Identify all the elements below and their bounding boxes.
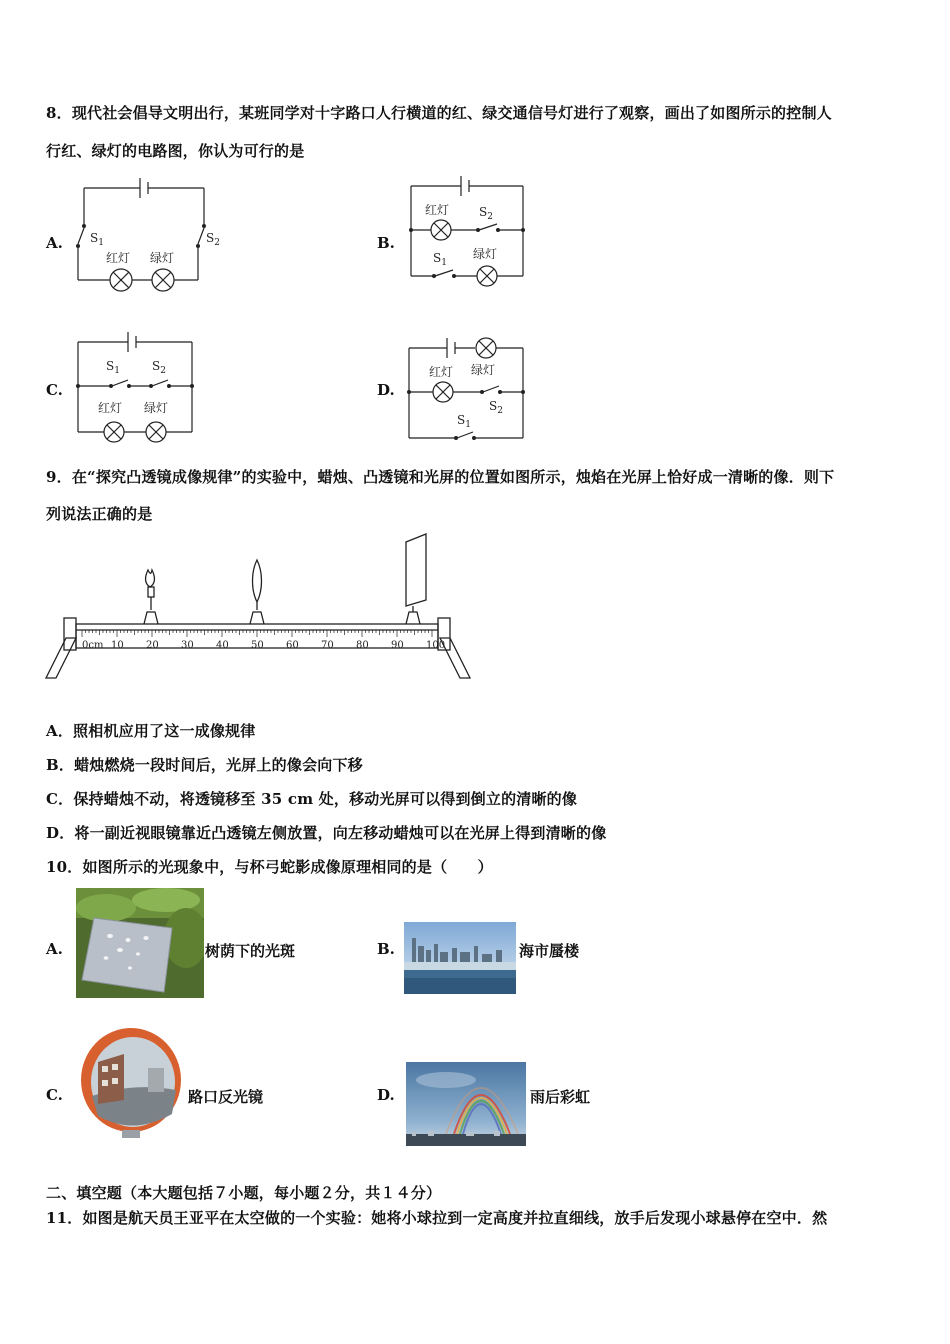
- q10-caption-a: 树荫下的光斑: [205, 942, 296, 960]
- q8-circuit-c: [70, 326, 200, 444]
- q9-optical-bench: [44, 530, 474, 682]
- q8d-green-lamp-label: 绿灯: [471, 363, 496, 377]
- scale-label: 90: [391, 640, 404, 651]
- scale-label: 50: [251, 640, 264, 651]
- q8c-s2-label: $S_2$: [152, 359, 166, 376]
- q8a-s1-label: $S_1$: [90, 231, 104, 248]
- q8-stem-line1: 8．现代社会倡导文明出行，某班同学对十字路口人行横道的红、绿交通信号灯进行了观察，画出了如图所示的控制人: [46, 104, 832, 122]
- q8c-green-lamp-label: 绿灯: [144, 401, 169, 415]
- q8d-s1-label: $S_1$: [457, 413, 471, 430]
- q8-circuit-b: [403, 172, 533, 287]
- q10-photo-convex-mirror: [78, 1024, 184, 1140]
- q9-choice-c: C．保持蜡烛不动，将透镜移至 35 cm 处，移动光屏可以得到倒立的清晰的像: [46, 790, 578, 808]
- q11-stem: 11．如图是航天员王亚平在太空做的一个实验：她将小球拉到一定高度并拉直细线，放手后发现小球悬停在空中．然: [46, 1209, 828, 1227]
- q8b-red-lamp-label: 红灯: [425, 203, 450, 217]
- q10-caption-c: 路口反光镜: [188, 1088, 264, 1106]
- section2-heading: 二、填空题（本大题包括７小题，每小题２分，共１４分）: [46, 1184, 442, 1202]
- q9-choice-d: D．将一副近视眼镜靠近凸透镜左侧放置，向左移动蜡烛可以在光屏上得到清晰的像: [46, 824, 607, 842]
- scale-label: 100: [426, 640, 446, 651]
- scale-label: 30: [181, 640, 194, 651]
- scale-label: 0cm: [82, 640, 104, 651]
- q8-stem-line2: 行红、绿灯的电路图，你认为可行的是: [46, 142, 305, 160]
- q8c-red-lamp-label: 红灯: [98, 401, 123, 415]
- q8-circuit-a: [70, 172, 230, 297]
- q10-photo-rainbow: [406, 1062, 526, 1146]
- q10-photo-mirage: [404, 922, 516, 994]
- q8a-green-lamp-label: 绿灯: [150, 251, 175, 265]
- scale-label: 80: [356, 640, 369, 651]
- q10-option-d-label: D.: [377, 1086, 395, 1104]
- q10-option-c-label: C.: [46, 1086, 63, 1104]
- q8b-green-lamp-label: 绿灯: [473, 247, 498, 261]
- scale-label: 10: [111, 640, 124, 651]
- q10-caption-d: 雨后彩虹: [530, 1088, 591, 1106]
- q8c-s1-label: $S_1$: [106, 359, 120, 376]
- scale-label: 40: [216, 640, 229, 651]
- q8b-s1-label: $S_1$: [433, 251, 447, 268]
- q10-option-a-label: A.: [46, 940, 63, 958]
- q9-choice-b: B．蜡烛燃烧一段时间后，光屏上的像会向下移: [46, 756, 363, 774]
- q10-photo-light-spots: [76, 888, 204, 998]
- q10-caption-b: 海市蜃楼: [519, 942, 580, 960]
- q10-option-b-label: B.: [377, 940, 395, 958]
- q8a-red-lamp-label: 红灯: [106, 251, 131, 265]
- q8-option-c-label: C.: [46, 381, 63, 399]
- scale-label: 70: [321, 640, 334, 651]
- q8d-s2-label: $S_2$: [489, 399, 503, 416]
- q9-stem-line1: 9．在“探究凸透镜成像规律”的实验中，蜡烛、凸透镜和光屏的位置如图所示，烛焰在光屏上恰好成一清晰的像．则下: [46, 468, 835, 486]
- q8-option-a-label: A.: [46, 234, 63, 252]
- q9-stem-line2: 列说法正确的是: [46, 505, 153, 523]
- q8-option-d-label: D.: [377, 381, 395, 399]
- q10-stem: 10．如图所示的光现象中，与杯弓蛇影成像原理相同的是（ ）: [46, 858, 493, 876]
- scale-label: 60: [286, 640, 299, 651]
- q8b-s2-label: $S_2$: [479, 205, 493, 222]
- scale-label: 20: [146, 640, 159, 651]
- q9-choice-a: A．照相机应用了这一成像规律: [46, 722, 256, 740]
- q8a-s2-label: $S_2$: [206, 231, 220, 248]
- q8-circuit-d: [401, 330, 531, 445]
- q8d-red-lamp-label: 红灯: [429, 365, 454, 379]
- q8-option-b-label: B.: [377, 234, 395, 252]
